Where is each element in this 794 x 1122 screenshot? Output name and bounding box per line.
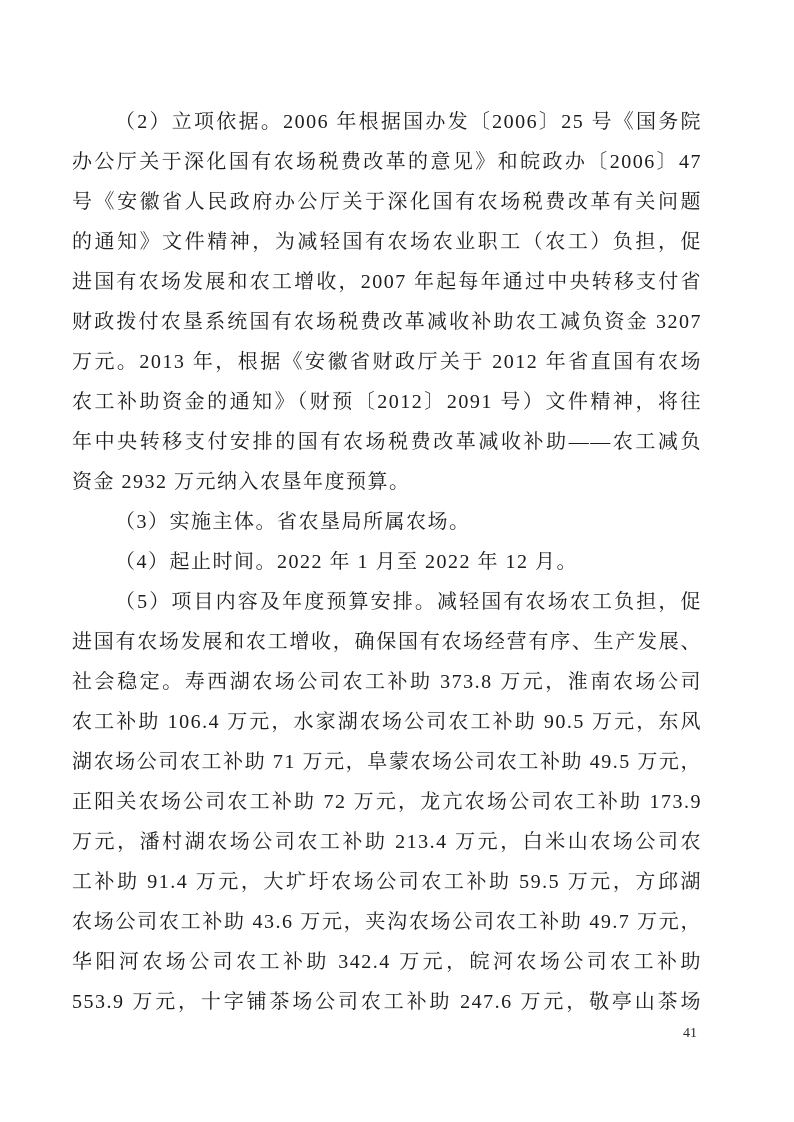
text-line: 社会稳定。寿西湖农场公司农工补助 373.8 万元，淮南农场公司 bbox=[72, 671, 702, 693]
text-line: 号《安徽省人民政府办公厅关于深化国有农场税费改革有关问题 bbox=[72, 191, 702, 213]
text-line: 进国有农场发展和农工增收，确保国有农场经营有序、生产发展、 bbox=[72, 631, 702, 653]
text-line: 正阳关农场公司农工补助 72 万元，龙亢农场公司农工补助 173.9 bbox=[72, 791, 702, 813]
text-line: 万元，潘村湖农场公司农工补助 213.4 万元，白米山农场公司农 bbox=[72, 831, 702, 853]
text-line: 资金 2932 万元纳入农垦年度预算。 bbox=[72, 471, 411, 493]
text-line: （4）起止时间。2022 年 1 月至 2022 年 12 月。 bbox=[115, 551, 578, 573]
text-line: 工补助 91.4 万元，大圹圩农场公司农工补助 59.5 万元，方邱湖 bbox=[72, 871, 702, 893]
text-line: 财政拨付农垦系统国有农场税费改革减收补助农工减负资金 3207 bbox=[72, 311, 702, 333]
text-line: 办公厅关于深化国有农场税费改革的意见》和皖政办〔2006〕47 bbox=[72, 151, 702, 173]
document-body bbox=[72, 102, 702, 1022]
text-line: 进国有农场发展和农工增收，2007 年起每年通过中央转移支付省 bbox=[72, 271, 702, 293]
text-line: 农工补助 106.4 万元，水家湖农场公司农工补助 90.5 万元，东风 bbox=[72, 711, 702, 733]
page-footer bbox=[72, 1024, 702, 1044]
text-line: （5）项目内容及年度预算安排。减轻国有农场农工负担，促 bbox=[115, 591, 702, 613]
text-line: 湖农场公司农工补助 71 万元，阜蒙农场公司农工补助 49.5 万元， bbox=[72, 751, 702, 773]
text-line: （2）立项依据。2006 年根据国办发〔2006〕25 号《国务院 bbox=[115, 111, 702, 133]
text-line: 农场公司农工补助 43.6 万元，夹沟农场公司农工补助 49.7 万元， bbox=[72, 911, 702, 933]
page-number: 41 bbox=[683, 1026, 697, 1041]
text-line: 万元。2013 年，根据《安徽省财政厅关于 2012 年省直国有农场 bbox=[72, 351, 702, 373]
text-line: 农工补助资金的通知》（财预〔2012〕2091 号）文件精神，将往 bbox=[72, 391, 702, 413]
text-line: 的通知》文件精神，为减轻国有农场农业职工（农工）负担，促 bbox=[72, 231, 702, 253]
text-line: 553.9 万元，十字铺茶场公司农工补助 247.6 万元，敬亭山茶场 bbox=[72, 991, 702, 1013]
text-line: 年中央转移支付安排的国有农场税费改革减收补助——农工减负 bbox=[72, 431, 702, 453]
text-line: 华阳河农场公司农工补助 342.4 万元，皖河农场公司农工补助 bbox=[72, 951, 702, 973]
text-line: （3）实施主体。省农垦局所属农场。 bbox=[115, 511, 471, 533]
